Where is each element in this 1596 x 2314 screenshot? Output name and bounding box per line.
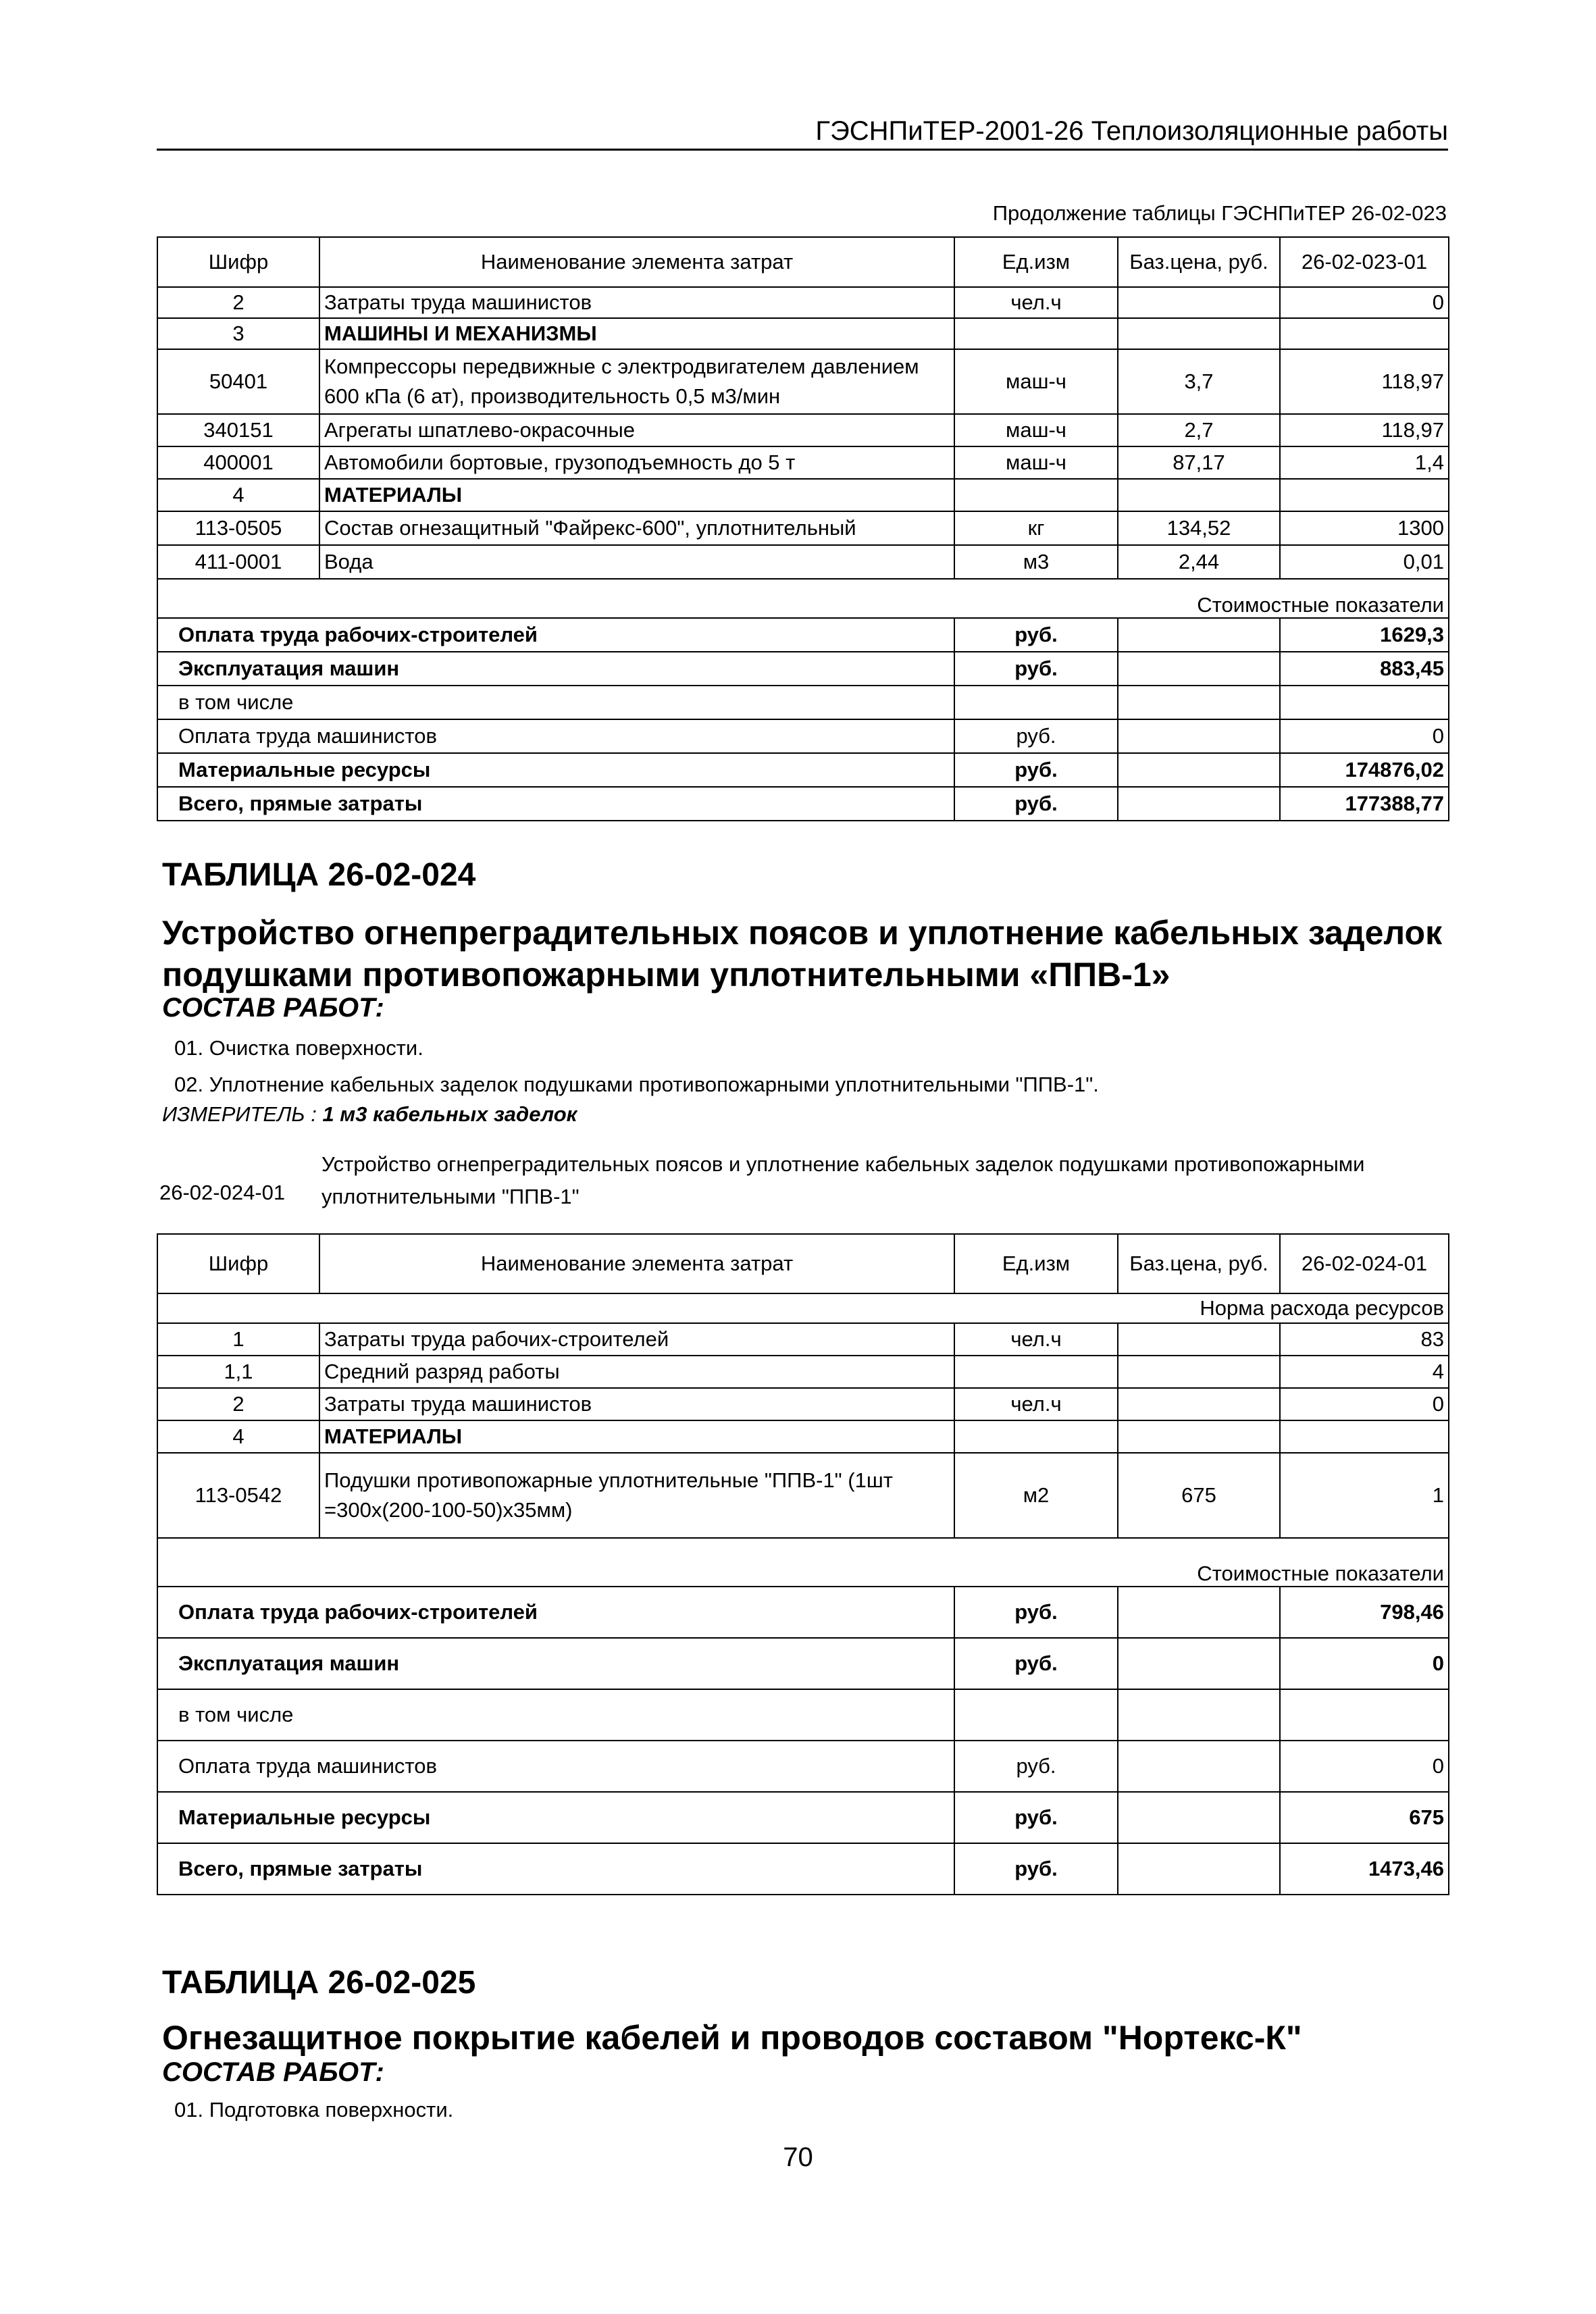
cost-price-empty	[1118, 686, 1280, 719]
col-header-norm: 26-02-023-01	[1280, 237, 1449, 287]
cost-price-empty	[1118, 1638, 1280, 1689]
table-title-26-02-025: ТАБЛИЦА 26-02-025	[162, 1965, 476, 2001]
row-unit: маш-ч	[954, 414, 1118, 446]
cost-value	[1280, 1689, 1449, 1741]
cost-row	[157, 1638, 1449, 1689]
row-value: 1300	[1280, 511, 1449, 545]
cost-value: 1629,3	[1280, 618, 1449, 652]
row-price: 134,52	[1118, 511, 1280, 545]
cost-price-empty	[1118, 652, 1280, 686]
row-name: Затраты труда машинистов	[319, 287, 954, 318]
measurement-value: 1 м3 кабельных заделок	[322, 1102, 577, 1126]
work-item: 01. Очистка поверхности.	[174, 1036, 423, 1060]
cost-unit: руб.	[954, 618, 1118, 652]
cost-value: 1473,46	[1280, 1843, 1449, 1895]
cost-unit: руб.	[954, 652, 1118, 686]
row-unit	[954, 1420, 1118, 1453]
row-unit: м3	[954, 545, 1118, 579]
row-name: Средний разряд работы	[319, 1356, 954, 1388]
cost-unit: руб.	[954, 1792, 1118, 1843]
row-name: Состав огнезащитный "Файрекс-600", уплотнительный	[319, 511, 954, 545]
row-code: 2	[157, 1388, 319, 1420]
cost-label: Материальные ресурсы	[157, 1792, 954, 1843]
cost-label: Эксплуатация машин	[157, 1638, 954, 1689]
row-code: 4	[157, 1420, 319, 1453]
row-price	[1118, 1323, 1280, 1356]
row-code: 113-0505	[157, 511, 319, 545]
cost-row	[157, 1741, 1449, 1792]
table-row	[157, 287, 1449, 318]
row-name: Затраты труда рабочих-строителей	[319, 1323, 954, 1356]
cost-unit: руб.	[954, 1587, 1118, 1638]
table-row	[157, 446, 1449, 479]
row-code: 340151	[157, 414, 319, 446]
col-header-norm: 26-02-024-01	[1280, 1234, 1449, 1293]
cost-value: 177388,77	[1280, 787, 1449, 821]
cost-row	[157, 1792, 1449, 1843]
item-code: 26-02-024-01	[159, 1181, 286, 1204]
cost-value: 174876,02	[1280, 753, 1449, 787]
row-unit: м2	[954, 1453, 1118, 1538]
row-price: 2,44	[1118, 545, 1280, 579]
table-row	[157, 1453, 1449, 1538]
table-row	[157, 1420, 1449, 1453]
measurement-unit	[162, 1102, 577, 1127]
cost-label: в том числе	[157, 1689, 954, 1741]
cost-price-empty	[1118, 719, 1280, 753]
cost-price-empty	[1118, 618, 1280, 652]
row-unit	[954, 479, 1118, 511]
row-unit: маш-ч	[954, 446, 1118, 479]
table-row	[157, 414, 1449, 446]
row-value: 1,4	[1280, 446, 1449, 479]
cost-unit: руб.	[954, 1741, 1118, 1792]
row-code: 113-0542	[157, 1453, 319, 1538]
running-header: ГЭСНПиТЕР-2001-26 Теплоизоляционные работы	[157, 113, 1448, 151]
cost-row	[157, 1843, 1449, 1895]
row-unit: чел.ч	[954, 287, 1118, 318]
work-item: 02. Уплотнение кабельных заделок подушками противопожарными уплотнительными "ППВ-1".	[174, 1073, 1099, 1096]
row-price: 87,17	[1118, 446, 1280, 479]
table-row	[157, 1323, 1449, 1356]
work-composition-label: СОСТАВ РАБОТ:	[162, 2057, 384, 2087]
cost-row	[157, 753, 1449, 787]
section-title-26-02-024: Устройство огнепреградительных поясов и уплотнение кабельных заделок подушками противопожарными уплотнительными «ППВ-1»	[162, 914, 1443, 994]
row-unit	[954, 1356, 1118, 1388]
cost-price-empty	[1118, 1792, 1280, 1843]
resource-table-26-02-023	[157, 236, 1449, 821]
row-price	[1118, 318, 1280, 349]
row-code: 50401	[157, 349, 319, 414]
row-value: 118,97	[1280, 349, 1449, 414]
cost-price-empty	[1118, 1741, 1280, 1792]
col-header-name: Наименование элемента затрат	[319, 1234, 954, 1293]
row-value: 4	[1280, 1356, 1449, 1388]
cost-price-empty	[1118, 787, 1280, 821]
cost-label: Оплата труда рабочих-строителей	[157, 618, 954, 652]
row-value: 0	[1280, 1388, 1449, 1420]
cost-unit: руб.	[954, 787, 1118, 821]
cost-unit: руб.	[954, 719, 1118, 753]
row-price	[1118, 1356, 1280, 1388]
row-unit	[954, 318, 1118, 349]
cost-indicators-header: Стоимостные показатели	[157, 1538, 1449, 1587]
cost-row	[157, 1587, 1449, 1638]
row-value: 0,01	[1280, 545, 1449, 579]
table-row	[157, 1388, 1449, 1420]
cost-label: Оплата труда машинистов	[157, 1741, 954, 1792]
cost-price-empty	[1118, 753, 1280, 787]
cost-row	[157, 618, 1449, 652]
row-code: 2	[157, 287, 319, 318]
row-name: МАТЕРИАЛЫ	[319, 1420, 954, 1453]
cost-label: Материальные ресурсы	[157, 753, 954, 787]
row-name: Затраты труда машинистов	[319, 1388, 954, 1420]
row-value	[1280, 318, 1449, 349]
cost-price-empty	[1118, 1587, 1280, 1638]
row-price: 3,7	[1118, 349, 1280, 414]
row-code: 400001	[157, 446, 319, 479]
row-code: 4	[157, 479, 319, 511]
cost-row	[157, 686, 1449, 719]
row-name: Агрегаты шпатлево-окрасочные	[319, 414, 954, 446]
item-description: Устройство огнепреградительных поясов и уплотнение кабельных заделок подушками противопожарными уплотнительными "ППВ-1"	[321, 1152, 1365, 1208]
row-name: Компрессоры передвижные с электродвигателем давлением 600 кПа (6 ат), производительность 0,5 м3/мин	[319, 349, 954, 414]
table-continuation-caption: Продолжение таблицы ГЭСНПиТЕР 26-02-023	[992, 201, 1447, 225]
cost-label: Эксплуатация машин	[157, 652, 954, 686]
measurement-label: ИЗМЕРИТЕЛЬ :	[162, 1102, 317, 1126]
col-header-code: Шифр	[157, 1234, 319, 1293]
row-value: 118,97	[1280, 414, 1449, 446]
table-title-26-02-024: ТАБЛИЦА 26-02-024	[162, 857, 476, 893]
row-value: 83	[1280, 1323, 1449, 1356]
col-header-unit: Ед.изм	[954, 237, 1118, 287]
table-row	[157, 511, 1449, 545]
cost-row	[157, 1689, 1449, 1741]
cost-value: 798,46	[1280, 1587, 1449, 1638]
cost-indicators-header: Стоимостные показатели	[157, 579, 1449, 618]
cost-label: Всего, прямые затраты	[157, 787, 954, 821]
cost-value: 0	[1280, 719, 1449, 753]
cost-unit	[954, 686, 1118, 719]
row-unit: кг	[954, 511, 1118, 545]
cost-label: Оплата труда машинистов	[157, 719, 954, 753]
row-name: Вода	[319, 545, 954, 579]
row-code: 3	[157, 318, 319, 349]
row-name: Подушки противопожарные уплотнительные "ППВ-1" (1шт =300х(200-100-50)х35мм)	[319, 1453, 954, 1538]
row-price	[1118, 1420, 1280, 1453]
cost-label: Всего, прямые затраты	[157, 1843, 954, 1895]
row-value	[1280, 479, 1449, 511]
col-header-code: Шифр	[157, 237, 319, 287]
col-header-name: Наименование элемента затрат	[319, 237, 954, 287]
resource-norm-header: Норма расхода ресурсов	[157, 1293, 1449, 1323]
row-price	[1118, 287, 1280, 318]
cost-unit: руб.	[954, 753, 1118, 787]
cost-price-empty	[1118, 1689, 1280, 1741]
cost-label: Оплата труда рабочих-строителей	[157, 1587, 954, 1638]
row-price: 675	[1118, 1453, 1280, 1538]
page-number: 70	[783, 2142, 813, 2172]
col-header-price: Баз.цена, руб.	[1118, 1234, 1280, 1293]
table-row	[157, 545, 1449, 579]
cost-row	[157, 719, 1449, 753]
section-title-26-02-025: Огнезащитное покрытие кабелей и проводов составом "Нортекс-К"	[162, 2019, 1302, 2057]
cost-unit	[954, 1689, 1118, 1741]
row-name: Автомобили бортовые, грузоподъемность до 5 т	[319, 446, 954, 479]
row-value	[1280, 1420, 1449, 1453]
cost-value: 675	[1280, 1792, 1449, 1843]
row-name: МАТЕРИАЛЫ	[319, 479, 954, 511]
table-row	[157, 479, 1449, 511]
col-header-unit: Ед.изм	[954, 1234, 1118, 1293]
cost-label: в том числе	[157, 686, 954, 719]
cost-price-empty	[1118, 1843, 1280, 1895]
row-unit: маш-ч	[954, 349, 1118, 414]
row-code: 411-0001	[157, 545, 319, 579]
row-value: 0	[1280, 287, 1449, 318]
cost-unit: руб.	[954, 1638, 1118, 1689]
cost-row	[157, 787, 1449, 821]
row-price	[1118, 479, 1280, 511]
row-code: 1	[157, 1323, 319, 1356]
table-row	[157, 318, 1449, 349]
work-composition-label: СОСТАВ РАБОТ:	[162, 993, 384, 1023]
cost-value	[1280, 686, 1449, 719]
cost-row	[157, 652, 1449, 686]
table-row	[157, 349, 1449, 414]
cost-value: 883,45	[1280, 652, 1449, 686]
resource-table-26-02-024	[157, 1233, 1449, 1895]
row-price	[1118, 1388, 1280, 1420]
row-unit: чел.ч	[954, 1323, 1118, 1356]
row-code: 1,1	[157, 1356, 319, 1388]
cost-unit: руб.	[954, 1843, 1118, 1895]
row-unit: чел.ч	[954, 1388, 1118, 1420]
col-header-price: Баз.цена, руб.	[1118, 237, 1280, 287]
cost-value: 0	[1280, 1638, 1449, 1689]
table-row	[157, 1356, 1449, 1388]
work-item: 01. Подготовка поверхности.	[174, 2098, 454, 2122]
row-price: 2,7	[1118, 414, 1280, 446]
row-value: 1	[1280, 1453, 1449, 1538]
row-name: МАШИНЫ И МЕХАНИЗМЫ	[319, 318, 954, 349]
cost-value: 0	[1280, 1741, 1449, 1792]
